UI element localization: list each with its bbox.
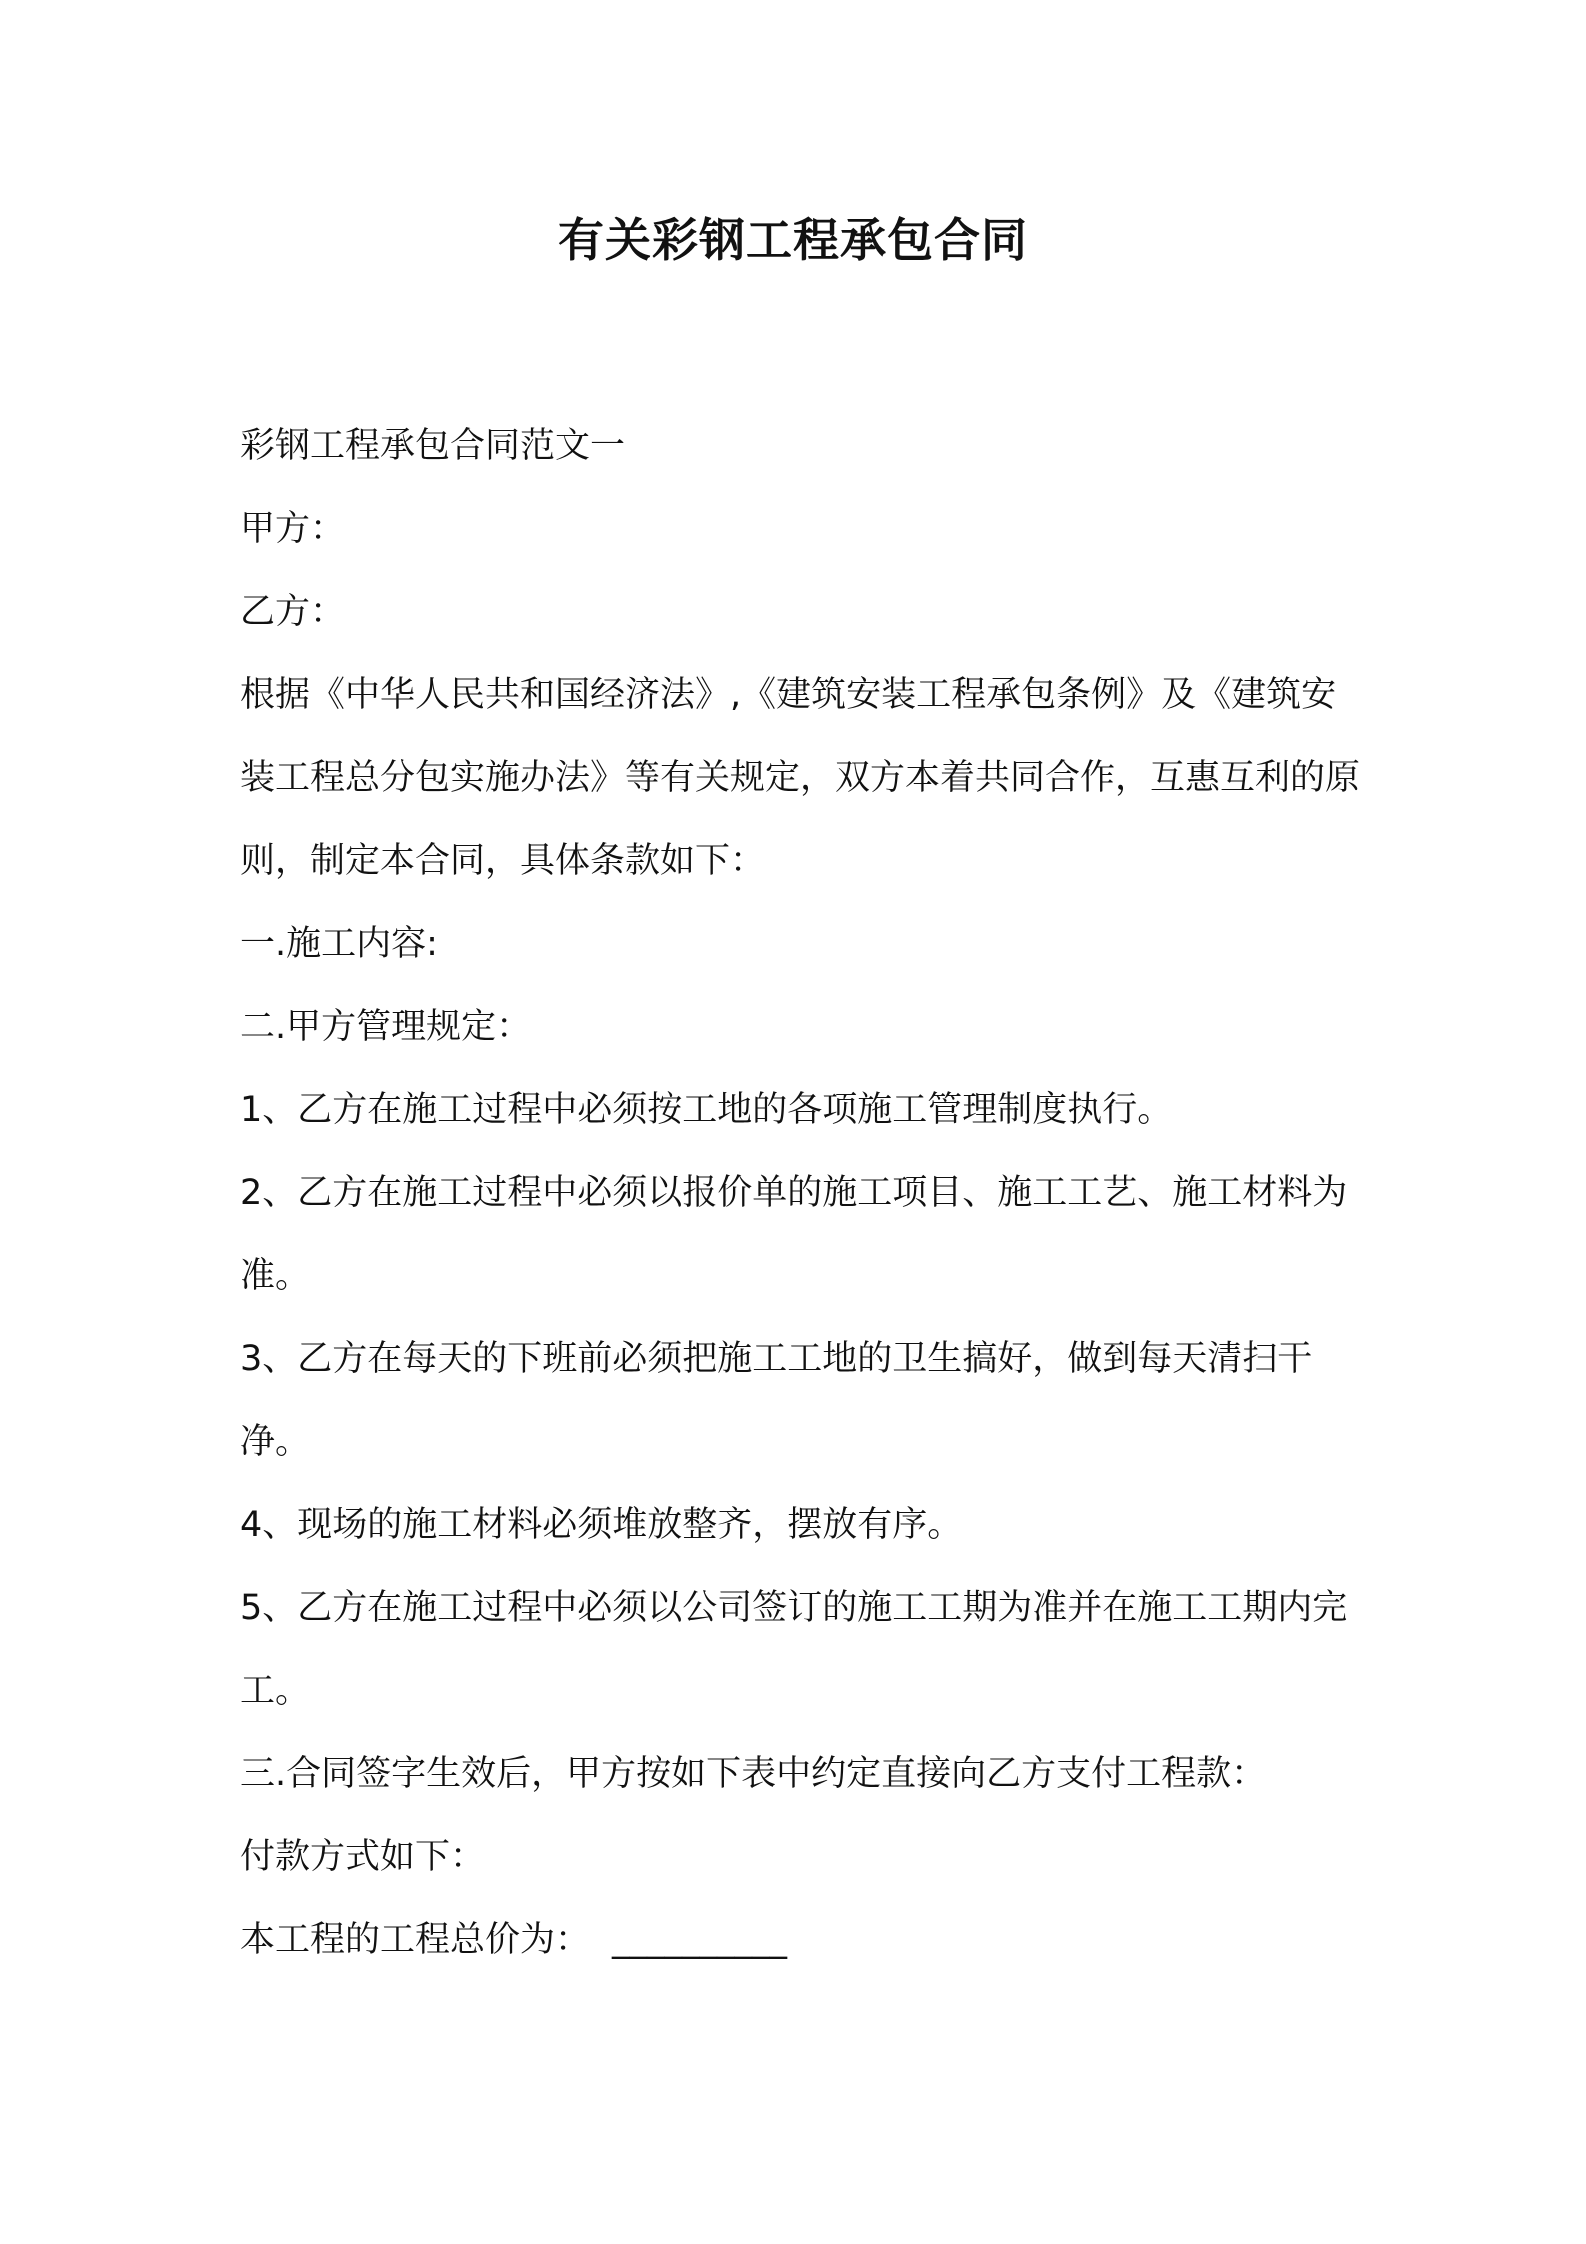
paragraph-section-2: 二.甲方管理规定： bbox=[240, 1007, 532, 1047]
paragraph-subtitle: 彩钢工程承包合同范文一 bbox=[240, 426, 626, 466]
document-body bbox=[240, 405, 1360, 1982]
paragraph-total-price bbox=[240, 1899, 1360, 1982]
paragraph-rule-1: 1、乙方在施工过程中必须按工地的各项施工管理制度执行。 bbox=[240, 1090, 1173, 1130]
paragraph-party-a: 甲方： bbox=[240, 509, 346, 549]
document-title: 有关彩钢工程承包合同 bbox=[558, 213, 1028, 267]
paragraph-section-1: 一.施工内容: bbox=[240, 924, 438, 964]
paragraph-rule-3: 3、乙方在每天的下班前必须把施工工地的卫生搞好，做到每天清扫干净。 bbox=[240, 1339, 1313, 1462]
total-price-blank: __________ bbox=[612, 1920, 788, 1960]
paragraph-section-3: 三.合同签字生效后，甲方按如下表中约定直接向乙方支付工程款： bbox=[240, 1754, 1267, 1794]
paragraph-rule-2: 2、乙方在施工过程中必须以报价单的施工项目、施工工艺、施工材料为准。 bbox=[240, 1173, 1348, 1296]
paragraph-rule-5: 5、乙方在施工过程中必须以公司签订的施工工期为准并在施工工期内完工。 bbox=[240, 1588, 1348, 1711]
paragraph-rule-4: 4、现场的施工材料必须堆放整齐，摆放有序。 bbox=[240, 1505, 963, 1545]
paragraph-party-b: 乙方： bbox=[240, 592, 346, 632]
paragraph-payment-method: 付款方式如下： bbox=[240, 1837, 486, 1877]
total-price-label: 本工程的工程总价为： bbox=[240, 1920, 591, 1960]
paragraph-preamble: 根据《中华人民共和国经济法》,《建筑安装工程承包条例》及《建筑安装工程总分包实施办法》等有关规定，双方本着共同合作，互惠互利的原则，制定本合同，具体条款如下： bbox=[240, 675, 1361, 881]
